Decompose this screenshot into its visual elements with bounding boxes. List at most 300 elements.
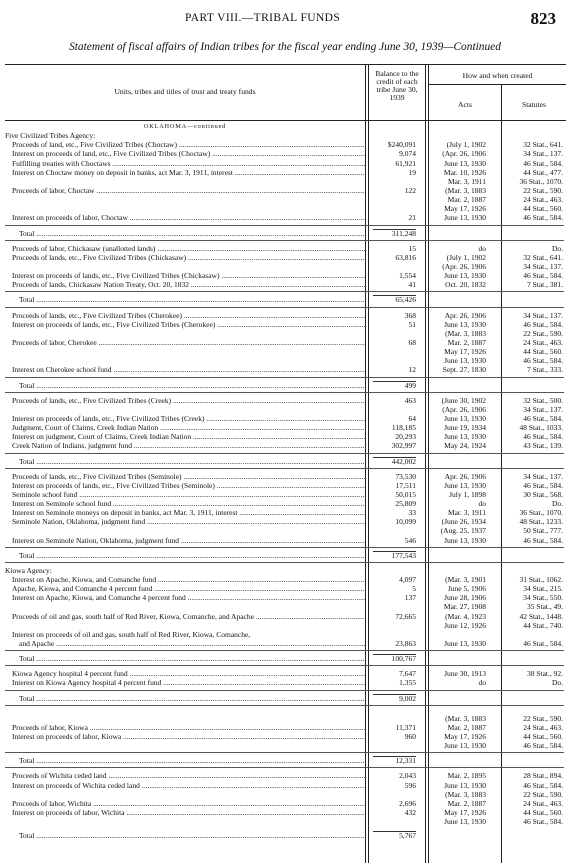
total-row bbox=[5, 457, 566, 466]
fund-title: Creek Nation of Indians, judgment fund ..... bbox=[12, 441, 365, 450]
balance-value: 41 bbox=[408, 280, 416, 290]
table-row bbox=[5, 338, 566, 347]
table-row bbox=[5, 517, 566, 526]
header-rule bbox=[5, 120, 566, 121]
table-row bbox=[5, 168, 566, 177]
how-created-rule bbox=[429, 84, 566, 85]
table-row bbox=[5, 602, 566, 611]
table-caption: Statement of fiscal affairs of Indian tribes for the fiscal year ending June 30, 1939—Continued bbox=[69, 41, 501, 53]
row-separator bbox=[5, 752, 564, 753]
balance-value: 100,767 bbox=[373, 654, 416, 664]
statute-ref: 34 Stat., 137. bbox=[523, 310, 563, 320]
balance-value: 72,665 bbox=[395, 611, 416, 621]
statute-ref: 28 Stat., 894. bbox=[523, 771, 563, 781]
row-separator bbox=[5, 767, 564, 768]
balance-value: 177,543 bbox=[373, 551, 416, 561]
act-date: May 17, 1926 bbox=[444, 732, 486, 742]
statute-ref: 32 Stat., 500. bbox=[523, 395, 563, 405]
statute-ref: 24 Stat., 463. bbox=[523, 798, 563, 808]
statute-ref: 46 Stat., 584. bbox=[523, 817, 563, 827]
table-row bbox=[5, 639, 566, 648]
table-row bbox=[5, 499, 566, 508]
balance-value: 2,043 bbox=[399, 771, 416, 781]
act-date: June 30, 1913 bbox=[444, 669, 486, 679]
statute-ref: 36 Stat., 1070. bbox=[519, 508, 563, 518]
balance-value: 9,002 bbox=[373, 694, 416, 704]
statute-ref: 42 Stat., 1448. bbox=[519, 611, 563, 621]
total-row bbox=[5, 229, 566, 238]
statute-ref: 46 Stat., 584. bbox=[523, 158, 563, 168]
balance-value: 5 bbox=[412, 584, 416, 594]
fund-title: Interest on proceeds of land, etc., Five Civilized Tribes (Choctaw) ..... bbox=[12, 149, 365, 158]
balance-value: 21 bbox=[408, 213, 416, 223]
statute-ref: 48 Stat., 1033. bbox=[519, 423, 563, 433]
table-row bbox=[5, 441, 566, 450]
statute-ref: 48 Stat., 1233. bbox=[519, 517, 563, 527]
total-label: Total ..... bbox=[19, 756, 365, 765]
act-date: May 24, 1924 bbox=[444, 441, 486, 451]
statute-ref: 36 Stat., 1070. bbox=[519, 176, 563, 186]
statute-ref: 22 Stat., 590. bbox=[523, 789, 563, 799]
statute-ref: 34 Stat., 215. bbox=[523, 584, 563, 594]
act-date: do bbox=[478, 499, 486, 509]
table-row bbox=[5, 790, 566, 799]
act-date: Apr. 26, 1906 bbox=[444, 471, 486, 481]
row-separator bbox=[5, 377, 564, 378]
statute-ref: 34 Stat., 137. bbox=[523, 261, 563, 271]
balance-value: 50,015 bbox=[395, 489, 416, 499]
balance-value: 68 bbox=[408, 337, 416, 347]
table-row bbox=[5, 347, 566, 356]
table-row bbox=[5, 630, 566, 639]
balance-header-line: tribe June 30, bbox=[376, 85, 418, 94]
act-date: June 13, 1930 bbox=[444, 741, 486, 751]
balance-value: 20,293 bbox=[395, 432, 416, 442]
fund-title: Interest on proceeds of lands, etc., Five Civilized Tribes (Seminole) ..... bbox=[12, 481, 365, 490]
table-row bbox=[5, 329, 566, 338]
balance-value: 1,554 bbox=[399, 271, 416, 281]
balance-header-line: Balance to the bbox=[375, 69, 419, 78]
act-date: June 13, 1930 bbox=[444, 480, 486, 490]
table-row bbox=[5, 508, 566, 517]
table-row bbox=[5, 481, 566, 490]
balance-value: 302,997 bbox=[391, 441, 416, 451]
table-row bbox=[5, 356, 566, 365]
balance-value: 118,185 bbox=[391, 423, 416, 433]
table-row bbox=[5, 526, 566, 535]
act-date: June 28, 1906 bbox=[444, 593, 486, 603]
balance-value: 499 bbox=[373, 381, 416, 391]
statute-ref: 43 Stat., 139. bbox=[523, 441, 563, 451]
units-header: Units, tribes and titles of trust and treaty funds bbox=[114, 87, 256, 96]
statute-ref: 31 Stat., 1062. bbox=[519, 575, 563, 585]
statute-ref: 46 Stat., 584. bbox=[523, 480, 563, 490]
statute-ref: 46 Stat., 584. bbox=[523, 356, 563, 366]
table-row bbox=[5, 432, 566, 441]
fund-title: Interest on Apache, Kiowa, and Comanche fund ..... bbox=[12, 575, 365, 584]
fund-title: Interest on proceeds of Wichita ceded land ..... bbox=[12, 781, 365, 790]
table-row bbox=[5, 678, 566, 687]
row-separator bbox=[5, 665, 564, 666]
balance-value: 33 bbox=[408, 508, 416, 518]
statute-ref: 34 Stat., 137. bbox=[523, 471, 563, 481]
act-date: (July 1, 1902 bbox=[446, 140, 486, 150]
table-row bbox=[5, 195, 566, 204]
row-separator bbox=[5, 291, 564, 292]
table-row bbox=[5, 159, 566, 168]
row-separator bbox=[5, 562, 564, 563]
total-label: Total ..... bbox=[19, 694, 365, 703]
total-row bbox=[5, 756, 566, 765]
balance-value: 51 bbox=[408, 319, 416, 329]
balance-value: 442,002 bbox=[373, 457, 416, 467]
total-label: Total ..... bbox=[19, 831, 365, 840]
statutes-header: Statutes bbox=[521, 100, 547, 109]
act-date: Sept. 27, 1830 bbox=[442, 365, 486, 375]
fund-title: Interest on judgment, Court of Claims, Creek Indian Nation ..... bbox=[12, 432, 365, 441]
act-date: June 13, 1930 bbox=[444, 213, 486, 223]
total-row bbox=[5, 654, 566, 663]
table-row bbox=[5, 149, 566, 158]
fund-title: Interest on proceeds of oil and gas, south half of Red River, Kiowa, Comanche, bbox=[12, 629, 251, 639]
balance-value: 12,331 bbox=[373, 756, 416, 766]
total-row bbox=[5, 295, 566, 304]
statute-ref: 46 Stat., 584. bbox=[523, 271, 563, 281]
table-row bbox=[5, 621, 566, 630]
balance-value: 23,863 bbox=[395, 639, 416, 649]
table-row bbox=[5, 186, 566, 195]
fund-title: Interest on Apache, Kiowa, and Comanche 4 percent fund ..... bbox=[12, 593, 365, 602]
row-separator bbox=[5, 650, 564, 651]
balance-value: 596 bbox=[404, 780, 416, 790]
fund-title: and Apache ..... bbox=[19, 639, 365, 648]
total-row bbox=[5, 381, 566, 390]
total-label: Total ..... bbox=[19, 654, 365, 663]
statute-ref: 50 Stat., 777. bbox=[523, 526, 563, 536]
total-row bbox=[5, 694, 566, 703]
statute-ref: 35 Stat., 49. bbox=[526, 602, 563, 612]
statute-ref: 46 Stat., 584. bbox=[523, 213, 563, 223]
table-row bbox=[5, 122, 566, 131]
balance-value: 960 bbox=[404, 732, 416, 742]
act-date: June 5, 1906 bbox=[447, 584, 486, 594]
balance-header-line: 1939 bbox=[389, 93, 405, 102]
statute-ref: 22 Stat., 590. bbox=[523, 185, 563, 195]
fund-title: Interest on Seminole moneys on deposit in banks, act Mar. 3, 1911, interest ..... bbox=[12, 508, 365, 517]
statute-ref: 44 Stat., 477. bbox=[523, 167, 563, 177]
balance-value: 73,530 bbox=[395, 471, 416, 481]
act-date: May 17, 1926 bbox=[444, 808, 486, 817]
act-date: (Apr. 26, 1906 bbox=[442, 261, 486, 271]
balance-value: 10,099 bbox=[395, 517, 416, 527]
total-label: Total ..... bbox=[19, 381, 365, 390]
balance-header bbox=[369, 70, 425, 102]
table-row bbox=[5, 472, 566, 481]
balance-value: 311,248 bbox=[373, 229, 416, 239]
table-row bbox=[5, 490, 566, 499]
row-separator bbox=[5, 453, 564, 454]
balance-header-line: credit of each bbox=[376, 77, 418, 86]
act-date: Mar. 27, 1908 bbox=[443, 602, 486, 612]
table-row bbox=[5, 262, 566, 271]
statute-ref: 46 Stat., 584. bbox=[523, 741, 563, 751]
act-date: June 13, 1930 bbox=[444, 535, 486, 545]
fund-title: Proceeds of labor, Wichita ..... bbox=[12, 799, 365, 808]
balance-value: 2,696 bbox=[399, 798, 416, 808]
act-date: June 13, 1930 bbox=[444, 432, 486, 442]
fund-title: Proceeds of lands, etc., Five Civilized Tribes (Creek) ..... bbox=[12, 396, 365, 405]
balance-value: 63,816 bbox=[395, 252, 416, 262]
statute-ref: 44 Stat., 740. bbox=[523, 620, 563, 630]
statute-ref: 34 Stat., 550. bbox=[523, 593, 563, 603]
act-date: (July 1, 1902 bbox=[446, 252, 486, 262]
act-date: (Apr. 26, 1906 bbox=[442, 149, 486, 159]
fund-title: Proceeds of lands, etc., Five Civilized Tribes (Seminole) ..... bbox=[12, 472, 365, 481]
fund-title: Interest on Seminole Nation, Oklahoma, judgment fund ..... bbox=[12, 536, 365, 545]
statute-ref: 44 Stat., 560. bbox=[523, 204, 563, 214]
act-date: June 13, 1930 bbox=[444, 158, 486, 168]
act-date: (June 30, 1902 bbox=[441, 395, 486, 405]
act-date: June 13, 1930 bbox=[444, 780, 486, 790]
fund-title: Proceeds of labor, Cherokee ..... bbox=[12, 338, 365, 347]
act-date: June 13, 1930 bbox=[444, 356, 486, 366]
act-date: Mar. 2, 1887 bbox=[447, 337, 486, 347]
fund-title: Five Civilized Tribes Agency: bbox=[5, 131, 96, 141]
balance-value: 463 bbox=[404, 395, 416, 405]
balance-value: 11,371 bbox=[395, 722, 416, 732]
act-date: (June 26, 1934 bbox=[441, 517, 486, 527]
table-row bbox=[5, 405, 566, 414]
statute-ref: 46 Stat., 584. bbox=[523, 780, 563, 790]
row-separator bbox=[5, 307, 564, 308]
fund-title: Interest on Seminole school fund ..... bbox=[12, 499, 365, 508]
table-row bbox=[5, 781, 566, 790]
acts-header: Acts bbox=[458, 100, 472, 109]
page-number: 823 bbox=[530, 9, 556, 28]
statute-ref: 24 Stat., 463. bbox=[523, 337, 563, 347]
table-row bbox=[5, 140, 566, 149]
act-date: Mar. 2, 1887 bbox=[447, 722, 486, 732]
table-row bbox=[5, 593, 566, 602]
fund-title: Interest on proceeds of labor, Wichita ..... bbox=[12, 808, 365, 817]
act-date: June 19, 1934 bbox=[444, 423, 486, 433]
statute-ref: 34 Stat., 137. bbox=[523, 404, 563, 414]
table-row bbox=[5, 396, 566, 405]
table-row bbox=[5, 817, 566, 826]
act-date: do bbox=[478, 678, 486, 688]
fund-title: Proceeds of lands, Chickasaw Nation Treaty, Oct. 20, 1832 ..... bbox=[12, 280, 365, 289]
fund-title: Proceeds of labor, Chickasaw (unallotted lands) ..... bbox=[12, 244, 365, 253]
act-date: Mar. 2, 1895 bbox=[447, 771, 486, 781]
table-row bbox=[5, 244, 566, 253]
fund-title: Interest on proceeds of labor, Choctaw ..... bbox=[12, 213, 365, 222]
act-date: May 17, 1926 bbox=[444, 347, 486, 357]
table-row bbox=[5, 271, 566, 280]
balance-value: 64 bbox=[408, 413, 416, 423]
balance-value: 7,647 bbox=[399, 669, 416, 679]
fiscal-table bbox=[5, 64, 566, 863]
page-title: PART VIII.—TRIBAL FUNDS bbox=[185, 12, 341, 24]
table-row bbox=[5, 741, 566, 750]
statute-ref: 32 Stat., 641. bbox=[523, 252, 563, 262]
balance-value: 368 bbox=[404, 310, 416, 320]
table-row bbox=[5, 536, 566, 545]
statute-ref: 30 Stat., 568. bbox=[523, 489, 563, 499]
act-date: June 13, 1930 bbox=[444, 639, 486, 649]
statute-ref: Do. bbox=[551, 678, 563, 688]
fund-title: Fulfilling treaties with Choctaws ..... bbox=[12, 159, 365, 168]
act-date: (Apr. 26, 1906 bbox=[442, 404, 486, 414]
act-date: (Mar. 3, 1883 bbox=[445, 789, 486, 799]
row-separator bbox=[5, 468, 564, 469]
fund-title: Proceeds of land, etc., Five Civilized Tribes (Choctaw) ..... bbox=[12, 140, 365, 149]
table-row bbox=[5, 311, 566, 320]
fund-title: Proceeds of lands, etc., Five Civilized Tribes (Cherokee) ..... bbox=[12, 311, 365, 320]
balance-value: 1,355 bbox=[399, 678, 416, 688]
balance-value: 5,767 bbox=[373, 831, 416, 841]
table-row bbox=[5, 612, 566, 621]
statute-ref: 46 Stat., 584. bbox=[523, 413, 563, 423]
statute-ref: Do. bbox=[551, 499, 563, 509]
fund-title: OKLAHOMA—continued bbox=[143, 123, 227, 130]
fund-title: Kiowa Agency hospital 4 percent fund ..... bbox=[12, 669, 365, 678]
total-label: Total ..... bbox=[19, 457, 365, 466]
table-row bbox=[5, 771, 566, 780]
act-date: Mar. 3, 1911 bbox=[447, 176, 486, 186]
statute-ref: 32 Stat., 641. bbox=[523, 140, 563, 150]
statute-ref: 7 Stat., 333. bbox=[526, 365, 563, 375]
table-row bbox=[5, 808, 566, 817]
act-date: June 13, 1930 bbox=[444, 271, 486, 281]
statute-ref: 38 Stat., 92. bbox=[526, 669, 563, 679]
fund-title: Interest on Kiowa Agency hospital 4 percent fund ..... bbox=[12, 678, 365, 687]
table-row bbox=[5, 714, 566, 723]
row-separator bbox=[5, 240, 564, 241]
table-row bbox=[5, 732, 566, 741]
table-row bbox=[5, 566, 566, 575]
act-date: (Aug. 25, 1937 bbox=[440, 526, 486, 536]
table-row bbox=[5, 414, 566, 423]
statute-ref: 34 Stat., 137. bbox=[523, 149, 563, 159]
total-row bbox=[5, 831, 566, 840]
statute-ref: 44 Stat., 560. bbox=[523, 808, 563, 817]
statute-ref: Do. bbox=[551, 243, 563, 253]
fund-title: Interest on Cherokee school fund ..... bbox=[12, 365, 365, 374]
balance-value: 12 bbox=[408, 365, 416, 375]
fund-title: Proceeds of lands, etc., Five Civilized Tribes (Chickasaw) ..... bbox=[12, 253, 365, 262]
fund-title: Proceeds of labor, Kiowa ..... bbox=[12, 723, 365, 732]
statute-ref: 44 Stat., 560. bbox=[523, 347, 563, 357]
fund-title: Judgment, Court of Claims, Creek Indian Nation ..... bbox=[12, 423, 365, 432]
balance-value: 546 bbox=[404, 535, 416, 545]
fund-title: Proceeds of labor, Choctaw ..... bbox=[12, 186, 365, 195]
act-date: (Mar. 4, 1923 bbox=[445, 611, 486, 621]
table-row bbox=[5, 669, 566, 678]
act-date: Mar. 3, 1911 bbox=[447, 508, 486, 518]
fund-title: Interest on proceeds of lands, etc., Five Civilized Tribes (Cherokee) ..... bbox=[12, 320, 365, 329]
act-date: June 13, 1930 bbox=[444, 319, 486, 329]
fund-title: Interest on proceeds of lands, etc., Five Civilized Tribes (Chickasaw) ..... bbox=[12, 271, 365, 280]
act-date: (Mar. 3, 1883 bbox=[445, 185, 486, 195]
act-date: (Mar. 3, 1883 bbox=[445, 713, 486, 723]
fund-title: Kiowa Agency: bbox=[5, 565, 52, 575]
table-row bbox=[5, 253, 566, 262]
table-body bbox=[5, 122, 566, 840]
table-row bbox=[5, 213, 566, 222]
balance-value: 137 bbox=[404, 593, 416, 603]
act-date: Mar. 2, 1887 bbox=[447, 798, 486, 808]
act-date: May 17, 1926 bbox=[444, 204, 486, 214]
statute-ref: 24 Stat., 463. bbox=[523, 722, 563, 732]
how-created-header: How and when created bbox=[462, 71, 533, 80]
fund-title: Interest on proceeds of lands, etc., Five Civilized Tribes (Creek) ..... bbox=[12, 414, 365, 423]
act-date: July 1, 1898 bbox=[449, 489, 486, 499]
total-label: Total ..... bbox=[19, 229, 365, 238]
balance-value: 15 bbox=[408, 243, 416, 253]
top-rule bbox=[5, 64, 566, 65]
balance-value: 65,426 bbox=[373, 295, 416, 305]
statute-ref: 46 Stat., 584. bbox=[523, 432, 563, 442]
row-separator bbox=[5, 690, 564, 691]
act-date: do bbox=[478, 243, 486, 253]
fund-title: Interest on Choctaw money on deposit in banks, act Mar. 3, 1911, interest ..... bbox=[12, 168, 365, 177]
table-row bbox=[5, 584, 566, 593]
row-separator bbox=[5, 392, 564, 393]
table-row bbox=[5, 365, 566, 374]
act-date: (Mar. 3, 1901 bbox=[445, 575, 486, 585]
act-date: June 13, 1930 bbox=[444, 413, 486, 423]
act-date: Mar. 2, 1887 bbox=[447, 195, 486, 205]
balance-value: 19 bbox=[408, 167, 416, 177]
act-date: (Mar. 3, 1883 bbox=[445, 328, 486, 338]
statute-ref: 46 Stat., 584. bbox=[523, 535, 563, 545]
fund-title: Interest on proceeds of labor, Kiowa ..... bbox=[12, 732, 365, 741]
row-separator bbox=[5, 705, 564, 706]
page-header bbox=[0, 9, 570, 31]
fund-title: Proceeds of Wichita ceded land ..... bbox=[12, 771, 365, 780]
act-date: Mar. 10, 1926 bbox=[443, 167, 486, 177]
act-date: Apr. 26, 1906 bbox=[444, 310, 486, 320]
balance-value: 9,074 bbox=[399, 149, 416, 159]
table-row bbox=[5, 320, 566, 329]
total-label: Total ..... bbox=[19, 295, 365, 304]
table-row bbox=[5, 177, 566, 186]
act-date: June 12, 1926 bbox=[444, 620, 486, 630]
total-row bbox=[5, 551, 566, 560]
balance-value: 4,097 bbox=[399, 575, 416, 585]
balance-value: 25,809 bbox=[395, 499, 416, 509]
balance-value: 432 bbox=[404, 808, 416, 817]
table-row bbox=[5, 204, 566, 213]
statute-ref: 22 Stat., 590. bbox=[523, 713, 563, 723]
total-label: Total ..... bbox=[19, 551, 365, 560]
balance-value: 122 bbox=[404, 185, 416, 195]
statute-ref: 44 Stat., 560. bbox=[523, 732, 563, 742]
fund-title: Seminole Nation, Oklahoma, judgment fund ..... bbox=[12, 517, 365, 526]
statute-ref: 7 Stat., 381. bbox=[526, 280, 563, 290]
table-row bbox=[5, 799, 566, 808]
act-date: Oct. 20, 1832 bbox=[445, 280, 486, 290]
table-row bbox=[5, 280, 566, 289]
statute-ref: 22 Stat., 590. bbox=[523, 328, 563, 338]
statute-ref: 46 Stat., 584. bbox=[523, 319, 563, 329]
row-separator bbox=[5, 547, 564, 548]
fund-title: Seminole school fund ..... bbox=[12, 490, 365, 499]
table-row bbox=[5, 131, 566, 140]
balance-value: 61,921 bbox=[395, 158, 416, 168]
statute-ref: 46 Stat., 584. bbox=[523, 639, 563, 649]
fund-title: Proceeds of oil and gas, south half of Red River, Kiowa, Comanche, and Apache ..... bbox=[12, 612, 365, 621]
